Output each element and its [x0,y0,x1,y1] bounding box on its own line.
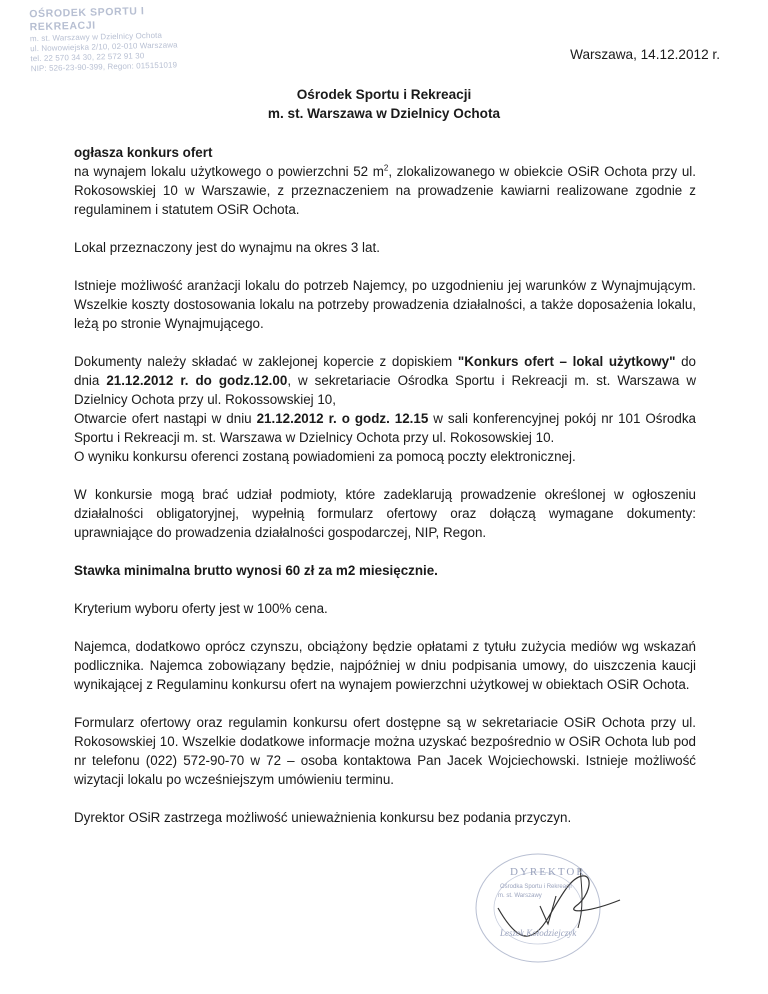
stamp-line: tel. 22 570 34 30, 22 572 91 30 [30,51,145,64]
stamp-line: m. st. Warszawy w Dzielnicy Ochota [29,30,163,44]
text-span: Dokumenty należy składać w zaklejonej kopercie z dopiskiem [74,354,458,369]
paragraph-criterion: Kryterium wyboru oferty jest w 100% cena. [74,601,328,616]
text-span: , zlokalizowanego w obiekcie OSiR Ochota przy ul. Rokosowskiej 10 w Warszawie, z przeznaczeniem na prowadzenie kawiarni realizowane zgodnie z regulaminem i statutem OSiR Ochota. [74,164,696,217]
text-span: Otwarcie ofert nastąpi w dniu [74,411,257,426]
text-span: na wynajem lokalu użytkowego o powierzchni 52 m [74,164,384,179]
text-span: do dnia [74,354,696,388]
paragraph-minimum-rate: Stawka minimalna brutto wynosi 60 zł za m2 miesięcznie. [74,563,438,578]
organization-name: Ośrodek Sportu i Rekreacji [296,87,472,102]
paragraph-eligibility: W konkursie mogą brać udział podmioty, które zadeklarują prowadzenie określonej w ogłoszeniu działalności obligatoryjnej, wypełnią formularz ofertowy oraz dołączą wymagane dokumenty: uprawniające do prowadzenia działalności gospodarczej, NIP, Regon. [74,487,696,540]
paragraph-fees: Najemca, dodatkowo oprócz czynszu, obciążony będzie opłatami z tytułu zużycia mediów wg wskazań podlicznika. Najemca zobowiązany będzie, najpóźniej w dniu podpisania umowy, do uiszczenia kaucji wynikającej z Regulaminu konkursu ofert na wynajem powierzchni użytkowej w obiektach OSiR Ochota. [74,639,696,692]
stamp-line: NIP: 526-23-90-399, Regon: 015151019 [30,60,178,74]
paragraph-subject [74,162,696,219]
signature-stamp-name: Leszek Kołodziejczyk [500,928,577,938]
organization-header [0,85,768,123]
paragraph-documents [74,352,696,409]
text-span: , w sekretariacie Ośrodka Sportu i Rekreacji m. st. Warszawa w Dzielnicy Ochota przy ul. Rokossowskiej 10, [74,373,696,407]
paragraph-rental-period: Lokal przeznaczony jest do wynajmu na okres 3 lat. [74,240,380,255]
stamp-line: ul. Nowowiejska 2/10, 02-010 Warszawa [30,40,178,54]
paragraph-opening [74,409,696,447]
bold-opening-date: 21.12.2012 r. o godz. 12.15 [256,411,429,426]
paragraph-arrangement: Istnieje możliwość aranżacji lokalu do potrzeb Najemcy, po uzgodnieniu jej warunków z Wynajmującym. Wszelkie koszty dostosowania lokalu na potrzeby prowadzenia działalności, a także doposażenia lokalu, leżą po stronie Wynajmującego. [74,278,696,331]
document-body [74,143,696,827]
signature-stamp-line: m. st. Warszawy [498,893,542,899]
signature-stamp-line: Ośrodka Sportu i Rekreacji [500,884,572,890]
stamp-title: OŚRODEK SPORTU I REKREACJI [29,5,145,34]
superscript: 2 [383,163,389,173]
announcement-heading: ogłasza konkurs ofert [74,145,213,160]
signature-stamp-title: DYREKTOR [510,866,586,878]
bold-text: "Konkurs ofert – lokal użytkowy" [457,354,676,369]
organization-district: m. st. Warszawa w Dzielnicy Ochota [267,106,501,121]
text-span: w sali konferencyjnej pokój nr 101 Ośrodka Sportu i Rekreacji m. st. Warszawa w Dzielnicy Ochota przy ul. Rokosowskiej 10. [74,411,696,445]
organization-stamp [29,4,201,74]
place-date: Warszawa, 14.12.2012 r. [570,47,720,62]
paragraph-notification: O wyniku konkursu oferenci zostaną powiadomieni za pomocą poczty elektronicznej. [74,449,576,464]
paragraph-reservation: Dyrektor OSiR zastrzega możliwość unieważnienia konkursu bez podania przyczyn. [74,810,572,825]
director-signature-stamp [470,848,640,978]
paragraph-contact: Formularz ofertowy oraz regulamin konkursu ofert dostępne są w sekretariacie OSiR Ochota przy ul. Rokosowskiej 10. Wszelkie dodatkowe informacje można uzyskać bezpośrednio w OSiR Ochota lub pod nr telefonu (022) 572-90-70 w 72 – osoba kontaktowa Pan Jacek Wojciechowski. Istnieje możliwość wizytacji lokalu po wcześniejszym umówieniu terminu. [74,715,696,787]
bold-deadline: 21.12.2012 r. do godz.12.00 [106,373,288,388]
